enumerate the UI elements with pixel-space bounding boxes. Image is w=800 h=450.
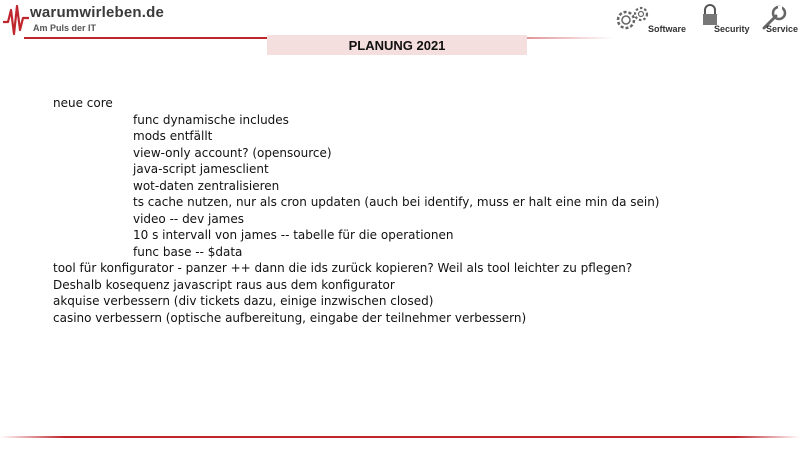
brand-security: Security [714,24,750,34]
list-item: Deshalb kosequenz javascript raus aus dem konfigurator [53,277,395,292]
list-item: func dynamische includes [133,112,289,127]
footer-divider [0,434,800,440]
planning-list [53,95,753,326]
brand-software: Software [648,24,687,34]
list-item: tool für konfigurator - panzer ++ dann die ids zurück kopieren? Weil als tool leichter zu pflegen? [53,261,633,275]
list-item: mods entfällt [133,129,213,143]
slide-header [0,0,800,40]
title-box [267,35,527,55]
lock-icon [700,4,720,26]
pulse-icon [3,2,29,38]
brand-service: Service [766,24,799,34]
brand-strip [614,4,800,38]
page-title: PLANUNG 2021 [348,37,446,53]
list-item: casino verbessern (optische aufbereitung, eingabe der teilnehmer verbessern) [53,310,527,325]
list-item: func base -- $data [133,244,243,259]
list-item: 10 s intervall von james -- tabelle für die operationen [133,228,454,242]
site-title: warumwirleben.de [30,4,165,21]
list-item: akquise verbessern (div tickets dazu, einige inzwischen closed) [53,294,434,308]
list-item: wot-daten zentralisieren [133,178,280,193]
list-item: java-script jamesclient [133,162,269,176]
list-item: neue core [53,96,113,110]
list-item: ts cache nutzen, nur als cron updaten (auch bei identify, muss er halt eine min da sein) [133,195,660,209]
list-item: video -- dev james [133,211,244,226]
list-item: view-only account? (opensource) [133,145,332,160]
site-subtitle: Am Puls der IT [33,23,97,33]
